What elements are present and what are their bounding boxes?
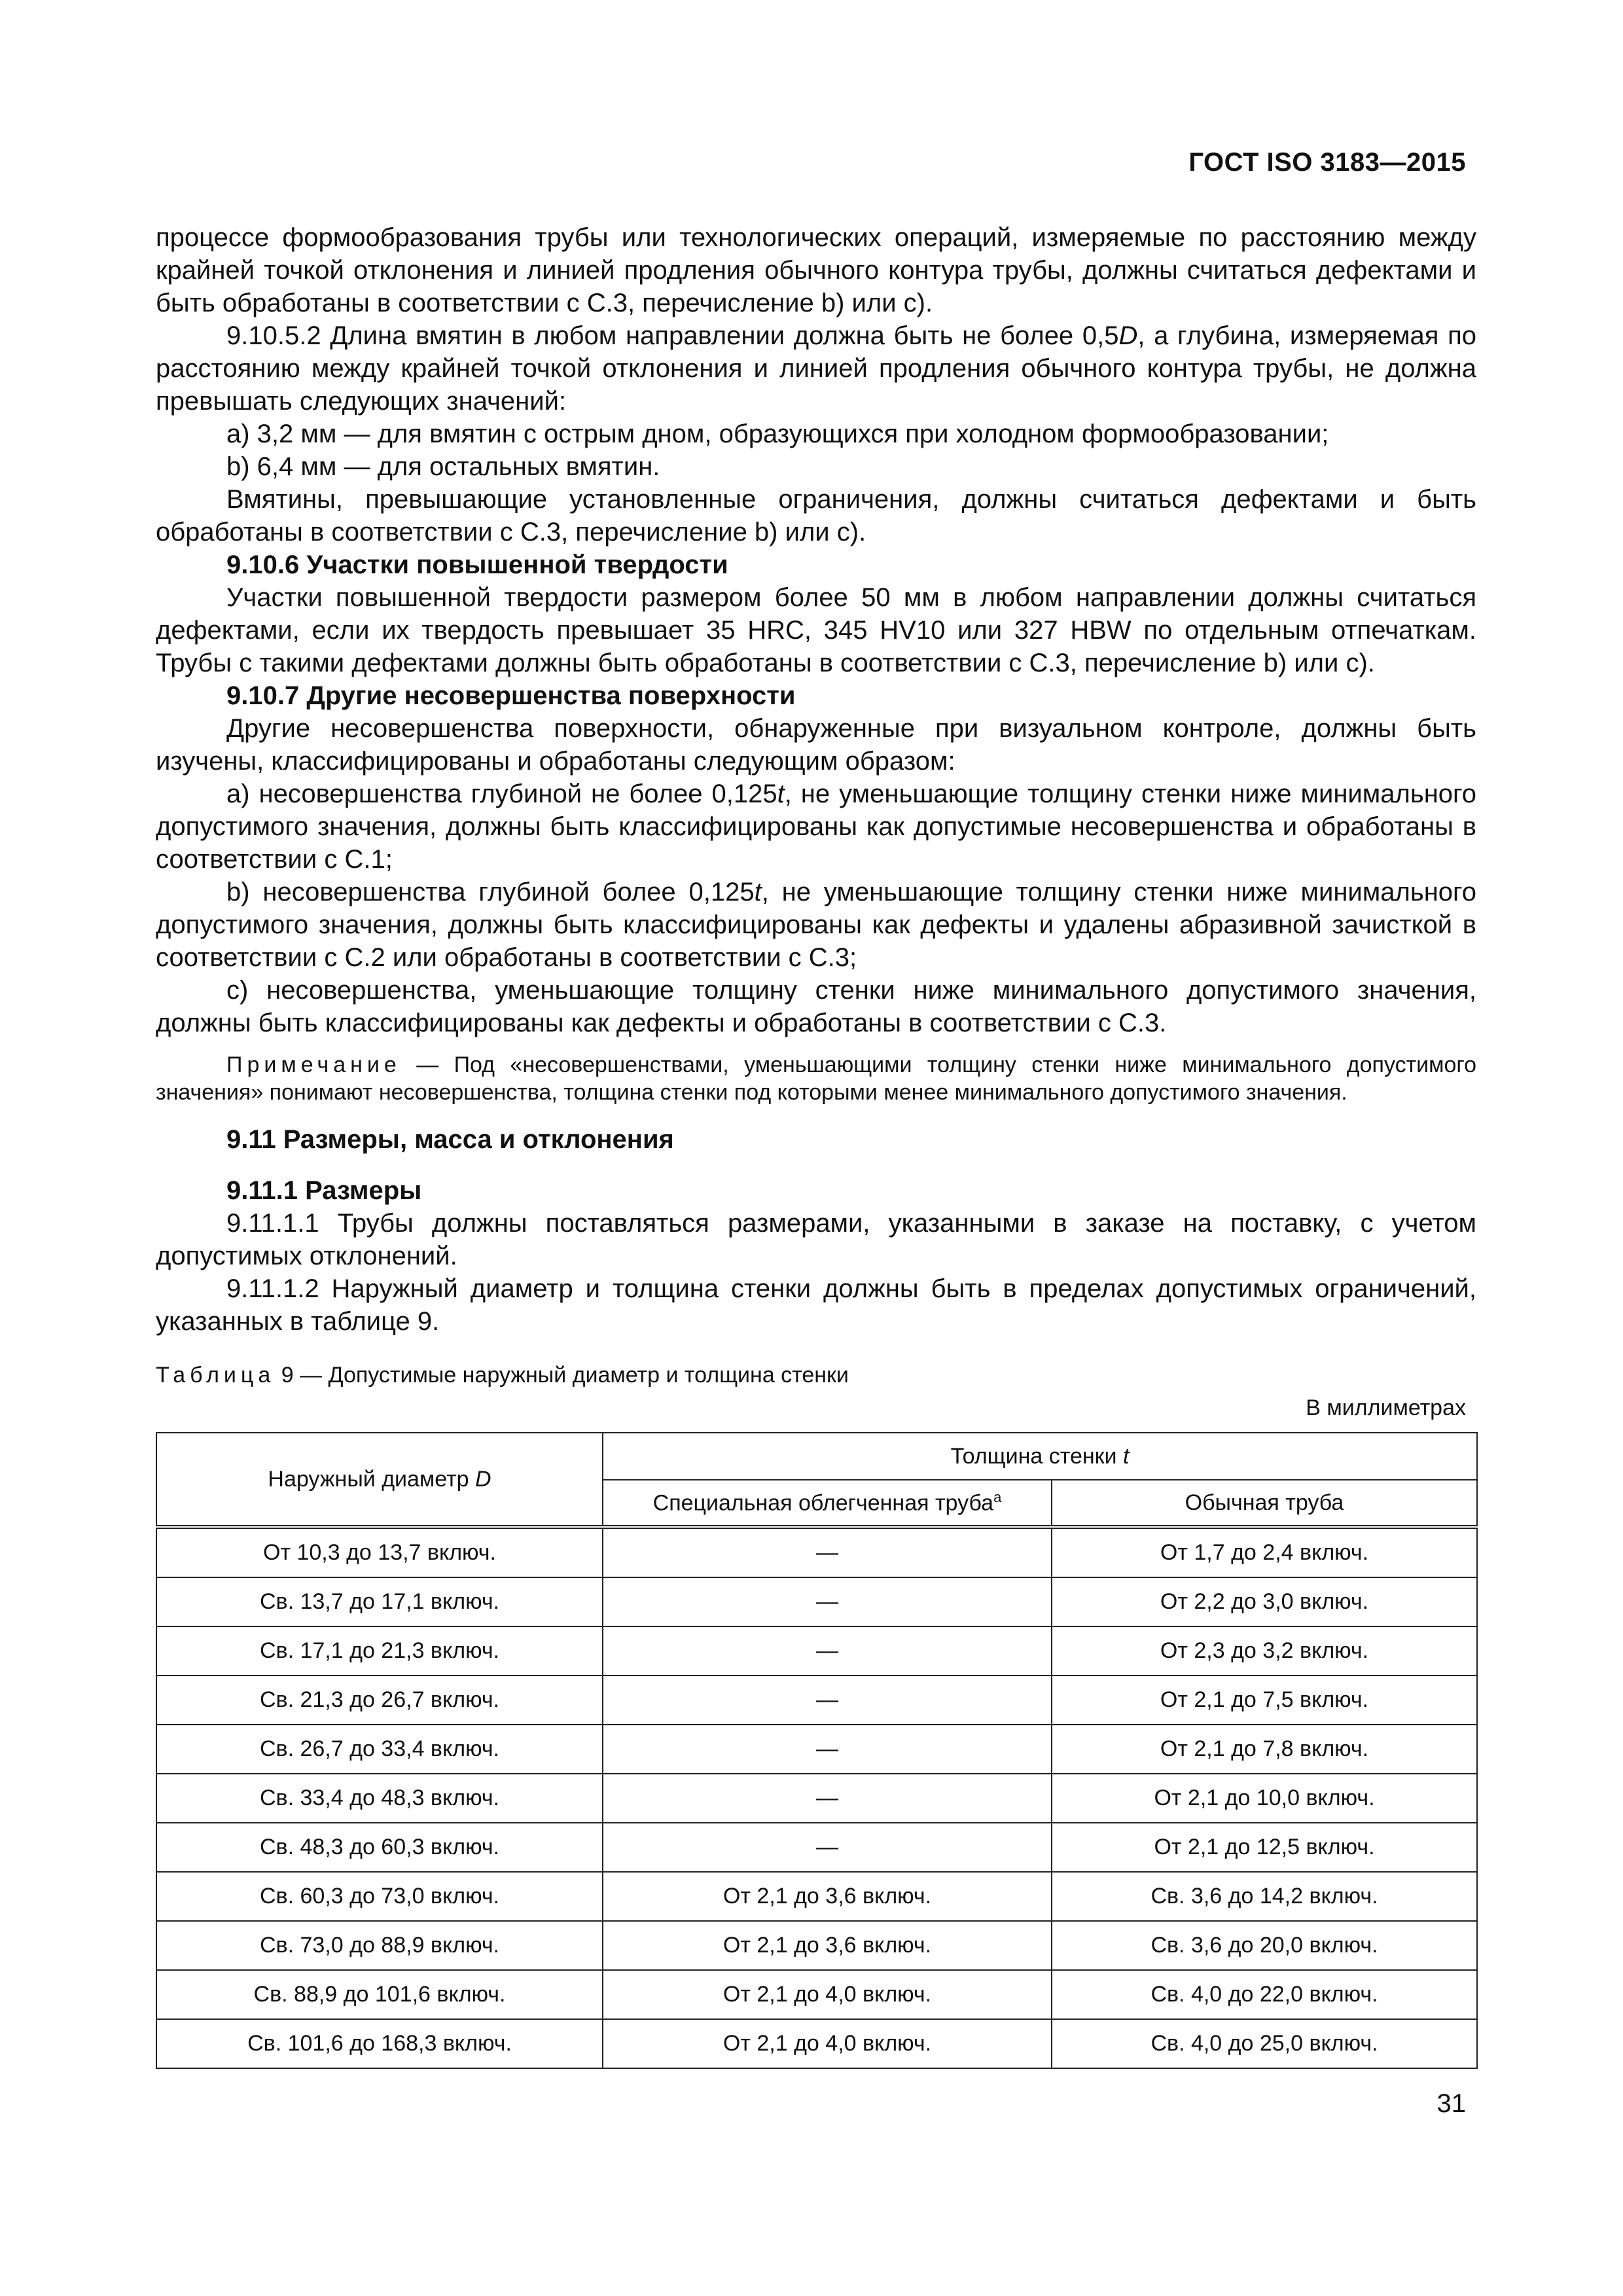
table-cell: Св. 3,6 до 20,0 включ.	[1052, 1921, 1477, 1970]
note-label: Примечание	[226, 1052, 401, 1077]
table-row	[156, 1527, 1477, 1577]
table-cell: —	[603, 1823, 1052, 1872]
table-cell: От 2,1 до 3,6 включ.	[603, 1872, 1052, 1921]
document-body	[156, 221, 1476, 1338]
table-row	[156, 1921, 1477, 1970]
table-cell: Св. 88,9 до 101,6 включ.	[156, 1970, 603, 2019]
header-special-pipe	[603, 1480, 1052, 1527]
header-text: Толщина стенки	[950, 1443, 1123, 1469]
table-cell: Св. 60,3 до 73,0 включ.	[156, 1872, 603, 1921]
table-cell: От 2,1 до 4,0 включ.	[603, 2019, 1052, 2068]
standard-designation: ГОСТ ISO 3183—2015	[1188, 148, 1466, 177]
section-heading: 9.11.1 Размеры	[226, 1176, 422, 1205]
page-number: 31	[1436, 2089, 1466, 2118]
list-item: а) 3,2 мм — для вмятин с острым дном, образующихся при холодном формообразовании;	[226, 420, 1329, 448]
table-cell: Св. 73,0 до 88,9 включ.	[156, 1921, 603, 1970]
header-text: Специальная облегченная труба	[652, 1490, 994, 1516]
table-cell: Св. 48,3 до 60,3 включ.	[156, 1823, 603, 1872]
table-row	[156, 1725, 1477, 1774]
variable: t	[777, 780, 785, 808]
table-cell: Св. 33,4 до 48,3 включ.	[156, 1774, 603, 1823]
table-row	[156, 1970, 1477, 2019]
section-heading: 9.10.6 Участки повышенной твердости	[226, 550, 728, 579]
header-outer-diameter	[156, 1433, 603, 1527]
table-units: В миллиметрах	[1306, 1395, 1466, 1420]
table-row	[156, 2019, 1477, 2068]
table-cell: Св. 101,6 до 168,3 включ.	[156, 2019, 603, 2068]
text-run: , не уменьшающие толщину стенки ниже минимального допустимого значения, должны быть классифицированы как дефекты и удалены абразивной зачисткой в соответствии с С.2 или обработаны в соответствии с С.3;	[156, 878, 1476, 972]
note-text: — Под «несовершенствами, уменьшающими толщину стенки ниже минимального допустимого значения» понимают несовершенства, толщина стенки под которыми менее минимального допустимого значения.	[156, 1052, 1476, 1105]
note	[156, 1051, 1476, 1106]
table-row	[156, 1577, 1477, 1626]
paragraph: 9.11.1.2 Наружный диаметр и толщина стенки должны быть в пределах допустимых ограничений, указанных в таблице 9.	[156, 1274, 1476, 1336]
text-run: а) несовершенства глубиной не более 0,125	[226, 780, 777, 808]
paragraph: Другие несовершенства поверхности, обнаруженные при визуальном контроле, должны быть изучены, классифицированы и обработаны следующим образом:	[156, 714, 1476, 776]
table-cell: Св. 17,1 до 21,3 включ.	[156, 1626, 603, 1676]
paragraph: процессе формообразования трубы или технологических операций, измеряемые по расстоянию между крайней точкой отклонения и линией продления обычного контура трубы, должны считаться дефектами и быть обработаны в соответствии с С.3, перечисление b) или с).	[156, 223, 1476, 317]
table-cell: Св. 26,7 до 33,4 включ.	[156, 1725, 603, 1774]
table-row	[156, 1774, 1477, 1823]
list-item	[156, 778, 1476, 876]
paragraph: 9.11.1.1 Трубы должны поставляться размерами, указанными в заказе на поставку, с учетом допустимых отклонений.	[156, 1209, 1476, 1270]
table-cell: Св. 4,0 до 25,0 включ.	[1052, 2019, 1477, 2068]
table-row	[156, 1676, 1477, 1725]
list-item: b) 6,4 мм — для остальных вмятин.	[226, 452, 660, 481]
table-cell: От 1,7 до 2,4 включ.	[1052, 1527, 1477, 1577]
header-text: Наружный диаметр	[268, 1466, 476, 1492]
table-cell: Св. 3,6 до 14,2 включ.	[1052, 1872, 1477, 1921]
table-cell: Св. 4,0 до 22,0 включ.	[1052, 1970, 1477, 2019]
table-cell: От 2,3 до 3,2 включ.	[1052, 1626, 1477, 1676]
paragraph: Вмятины, превышающие установленные ограничения, должны считаться дефектами и быть обработаны в соответствии с С.3, перечисление b) или с).	[156, 485, 1476, 547]
table-cell: —	[603, 1577, 1052, 1626]
table-cell: —	[603, 1725, 1052, 1774]
table-cell: Св. 13,7 до 17,1 включ.	[156, 1577, 603, 1626]
table-caption	[156, 1363, 849, 1388]
header-normal-pipe: Обычная труба	[1052, 1480, 1477, 1527]
text-run: 9.10.5.2 Длина вмятин в любом направлении должна быть не более 0,5	[226, 321, 1119, 350]
table-cell: От 2,2 до 3,0 включ.	[1052, 1577, 1477, 1626]
table-cell: От 2,1 до 4,0 включ.	[603, 1970, 1052, 2019]
list-item: с) несовершенства, уменьшающие толщину стенки ниже минимального допустимого значения, должны быть классифицированы как дефекты и обработаны в соответствии с С.3.	[156, 976, 1476, 1037]
variable: t	[1122, 1443, 1130, 1469]
table-cell: От 2,1 до 7,8 включ.	[1052, 1725, 1477, 1774]
header-wall-thickness	[603, 1433, 1477, 1480]
table-caption-text: 9 — Допустимые наружный диаметр и толщина стенки	[275, 1363, 849, 1388]
text-run: , не уменьшающие толщину стенки ниже минимального допустимого значения, должны быть классифицированы как допустимые несовершенства и обработаны в соответствии с С.1;	[156, 780, 1476, 874]
table-cell: От 2,1 до 12,5 включ.	[1052, 1823, 1477, 1872]
paragraph	[156, 319, 1476, 418]
table-cell: От 2,1 до 10,0 включ.	[1052, 1774, 1477, 1823]
text-run: b) несовершенства глубиной более 0,125	[226, 878, 755, 906]
table-row	[156, 1823, 1477, 1872]
table-cell: —	[603, 1527, 1052, 1577]
table-cell: От 2,1 до 7,5 включ.	[1052, 1676, 1477, 1725]
table-cell: Св. 21,3 до 26,7 включ.	[156, 1676, 603, 1725]
variable: D	[475, 1466, 491, 1492]
table-cell: От 10,3 до 13,7 включ.	[156, 1527, 603, 1577]
list-item	[156, 876, 1476, 974]
dimensions-table	[156, 1432, 1478, 2069]
table-row	[156, 1872, 1477, 1921]
variable: D	[1118, 321, 1138, 350]
section-heading: 9.10.7 Другие несовершенства поверхности	[226, 681, 796, 710]
text-run: , а глубина, измеряемая по расстоянию между крайней точкой отклонения и линией продления обычного контура трубы, не должна превышать следующих значений:	[156, 321, 1476, 416]
variable: t	[754, 878, 762, 906]
table-cell: От 2,1 до 3,6 включ.	[603, 1921, 1052, 1970]
table-cell: —	[603, 1676, 1052, 1725]
table-cell: —	[603, 1774, 1052, 1823]
table-caption-label: Таблица	[156, 1363, 276, 1388]
section-heading: 9.11 Размеры, масса и отклонения	[226, 1125, 674, 1154]
footnote-mark: a	[993, 1489, 1002, 1506]
table-row	[156, 1626, 1477, 1676]
table-cell: —	[603, 1626, 1052, 1676]
paragraph: Участки повышенной твердости размером более 50 мм в любом направлении должны считаться дефектами, если их твердость превышает 35 HRC, 345 HV10 или 327 HBW по отдельным отпечаткам. Трубы с такими дефектами должны быть обработаны в соответствии с С.3, перечисление b) или с).	[156, 583, 1476, 677]
